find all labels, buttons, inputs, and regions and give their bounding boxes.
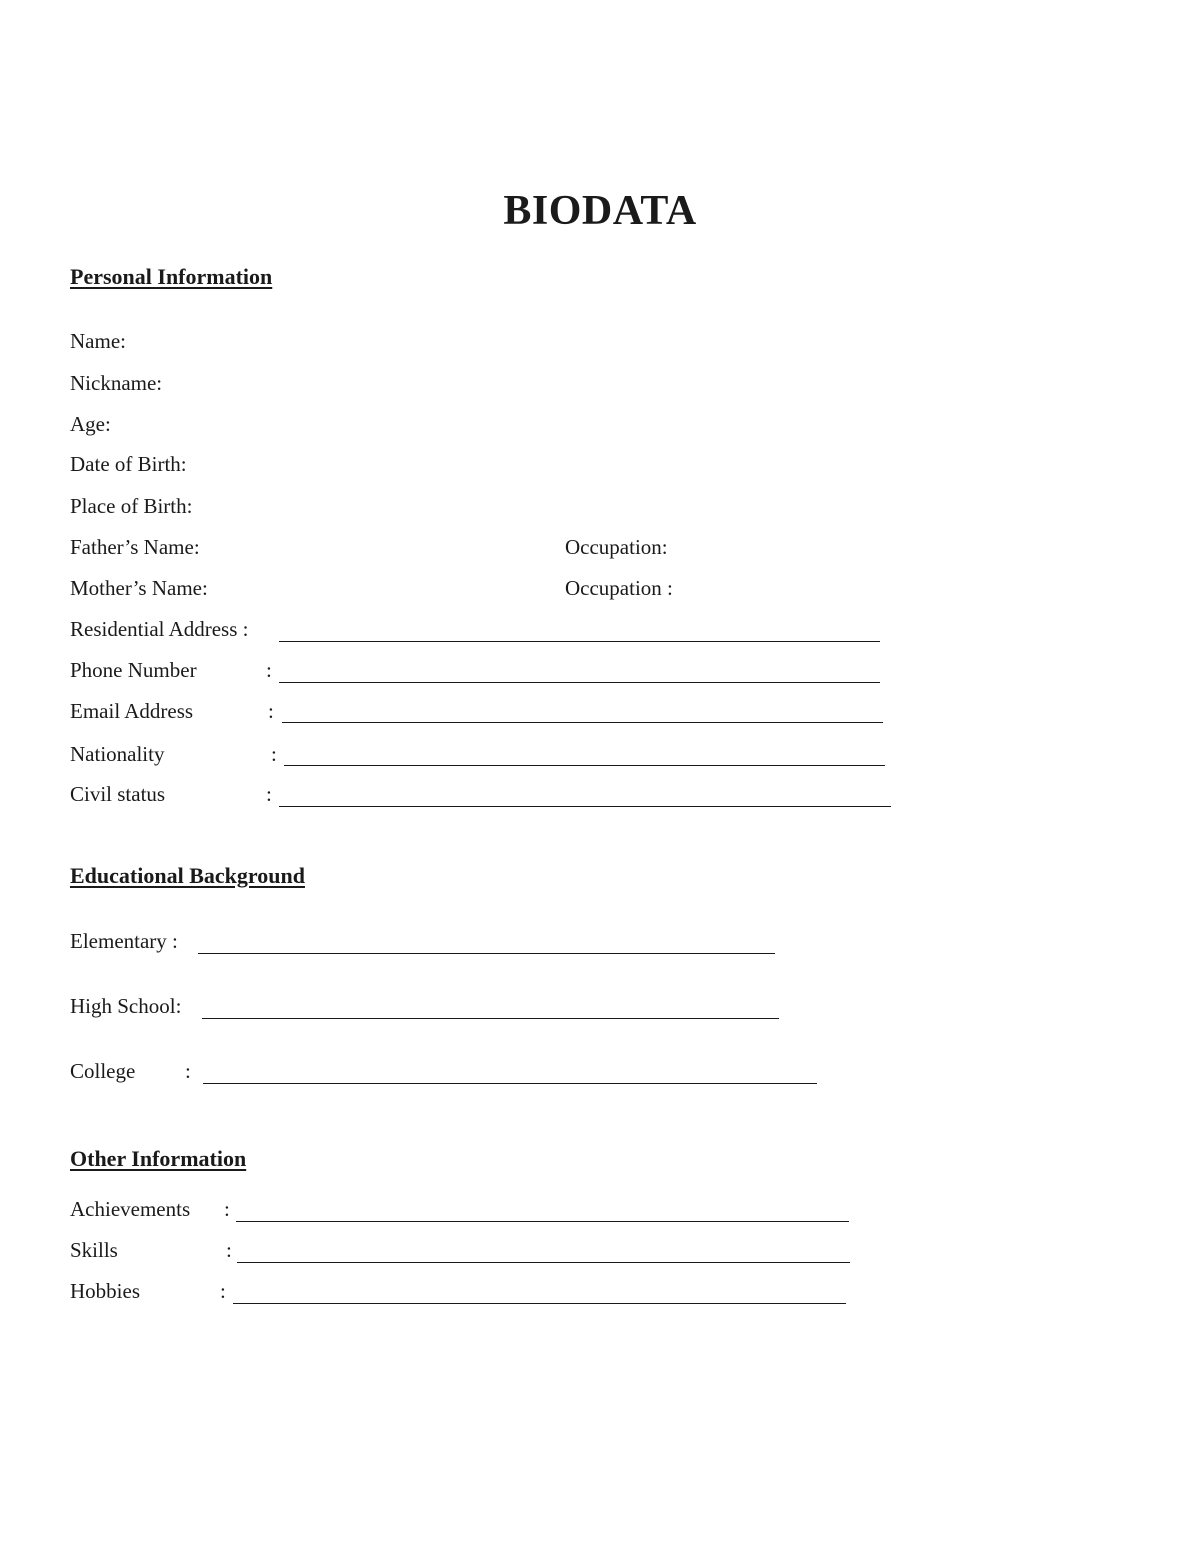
- mother-occupation-label: Occupation :: [565, 576, 673, 600]
- achievements-label: Achievements: [70, 1197, 191, 1221]
- phone-number-label: Phone Number: [70, 658, 197, 682]
- phone-number-colon: :: [266, 658, 272, 682]
- fathers-name-label: Father’s Name:: [70, 535, 200, 559]
- elementary-label: Elementary :: [70, 929, 178, 953]
- personal-information-heading: Personal Information: [70, 264, 273, 289]
- age-label: Age:: [70, 412, 111, 436]
- father-occupation-label: Occupation:: [565, 535, 668, 559]
- achievements-colon: :: [224, 1197, 230, 1221]
- college-colon: :: [185, 1059, 191, 1083]
- civil-status-field[interactable]: [279, 806, 891, 807]
- date-of-birth-label: Date of Birth:: [70, 452, 187, 476]
- civil-status-colon: :: [266, 782, 272, 806]
- hobbies-colon: :: [220, 1279, 226, 1303]
- email-address-colon: :: [268, 699, 274, 723]
- phone-number-field[interactable]: [279, 682, 880, 683]
- nationality-field[interactable]: [284, 765, 885, 766]
- mothers-name-label: Mother’s Name:: [70, 576, 208, 600]
- nationality-colon: :: [271, 742, 277, 766]
- high-school-field[interactable]: [202, 1018, 779, 1019]
- achievements-field[interactable]: [236, 1221, 849, 1222]
- other-information-heading: Other Information: [70, 1146, 247, 1171]
- high-school-label: High School:: [70, 994, 182, 1018]
- place-of-birth-label: Place of Birth:: [70, 494, 193, 518]
- skills-label: Skills: [70, 1238, 118, 1262]
- nationality-label: Nationality: [70, 742, 165, 766]
- college-label: College: [70, 1059, 136, 1083]
- skills-field[interactable]: [237, 1262, 850, 1263]
- elementary-field[interactable]: [198, 953, 775, 954]
- educational-background-heading: Educational Background: [70, 863, 305, 888]
- residential-address-label: Residential Address :: [70, 617, 249, 641]
- residential-address-field[interactable]: [279, 641, 880, 642]
- email-address-field[interactable]: [282, 722, 883, 723]
- college-field[interactable]: [203, 1083, 817, 1084]
- civil-status-label: Civil status: [70, 782, 166, 806]
- nickname-label: Nickname:: [70, 371, 163, 395]
- name-label: Name:: [70, 329, 126, 353]
- skills-colon: :: [226, 1238, 232, 1262]
- hobbies-field[interactable]: [233, 1303, 846, 1304]
- hobbies-label: Hobbies: [70, 1279, 140, 1303]
- email-address-label: Email Address: [70, 699, 194, 723]
- document-title: BIODATA: [503, 188, 697, 234]
